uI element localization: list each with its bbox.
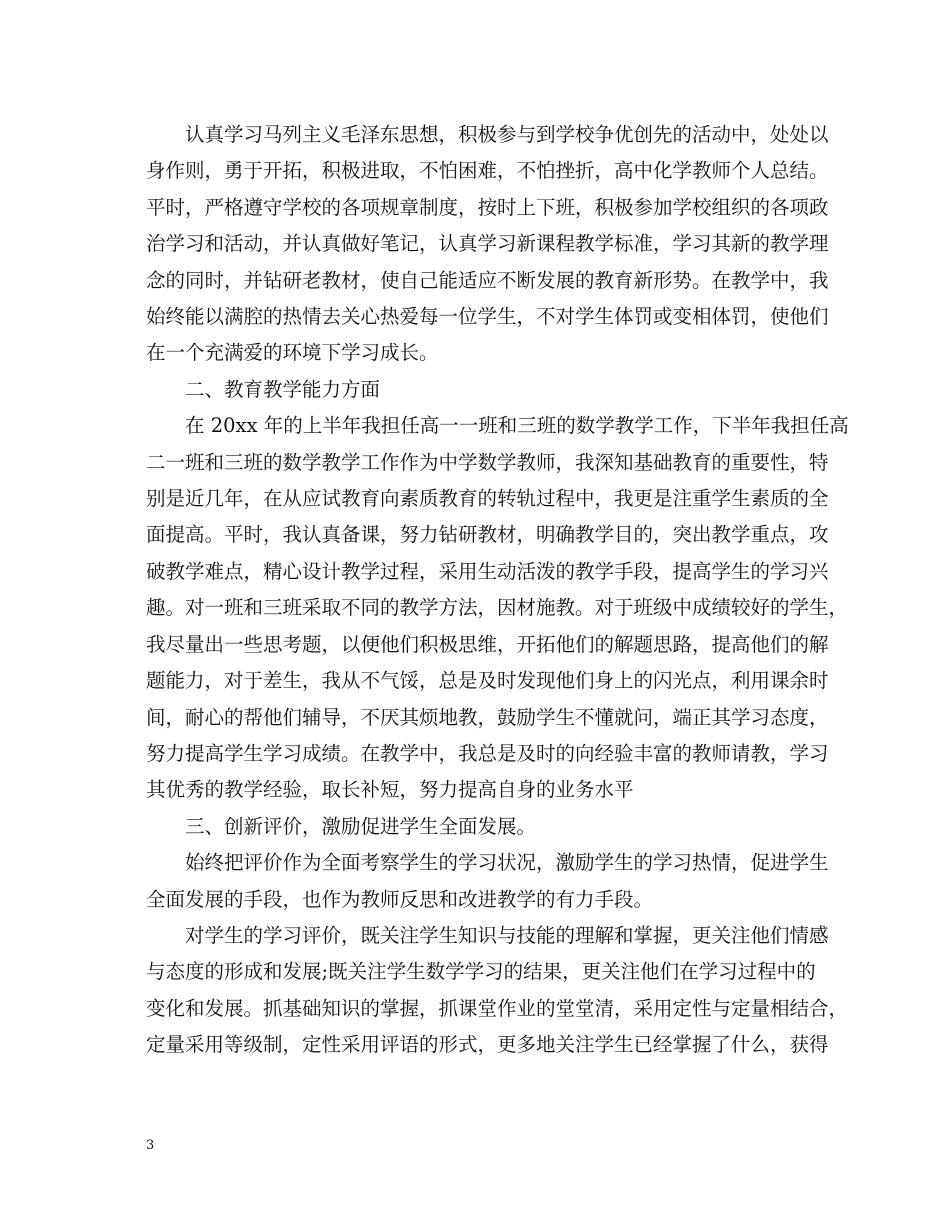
text-line: 间，耐心的帮他们辅导，不厌其烦地教，鼓励学生不懂就问，端正其学习态度， <box>146 705 829 729</box>
text-line: 趣。对一班和三班采取不同的教学方法，因材施教。对于班级中成绩较好的学生， <box>146 596 849 620</box>
text-line: 题能力，对于差生，我从不气馁，总是及时发现他们身上的闪光点，利用课余时 <box>146 669 829 693</box>
text-line: 定量采用等级制，定性采用评语的形式，更多地关注学生已经掌握了什么，获得 <box>146 1033 829 1057</box>
text-line: 对学生的学习评价，既关注学生知识与技能的理解和掌握，更关注他们情感 <box>185 923 829 947</box>
text-line: 平时，严格遵守学校的各项规章制度，按时上下班，积极参加学校组织的各项政 <box>146 195 829 219</box>
text-line: 破教学难点，精心设计教学过程，采用生动活泼的教学手段，提高学生的学习兴 <box>146 559 829 583</box>
text-line: 与态度的形成和发展;既关注学生数学学习的结果，更关注他们在学习过程中的 <box>146 960 816 984</box>
text-line: 三、创新评价，激励促进学生全面发展。 <box>185 814 537 838</box>
text-line: 念的同时，并钻研老教材，使自己能适应不断发展的教育新形势。在教学中，我 <box>146 268 829 292</box>
text-line: 其优秀的教学经验，取长补短，努力提高自身的业务水平 <box>146 778 634 802</box>
text-line: 努力提高学生学习成绩。在教学中，我总是及时的向经验丰富的教师请教，学习 <box>146 741 829 765</box>
document-body <box>146 117 849 1064</box>
text-line: 治学习和活动，并认真做好笔记，认真学习新课程教学标准，学习其新的教学理 <box>146 232 829 256</box>
page-number: 3 <box>146 1138 155 1153</box>
text-line: 二、教育教学能力方面 <box>185 377 381 401</box>
text-line: 变化和发展。抓基础知识的掌握，抓课堂作业的堂堂清，采用定性与定量相结合， <box>146 996 849 1020</box>
text-line: 始终把评价作为全面考察学生的学习状况，激励学生的学习热情，促进学生 <box>185 851 829 875</box>
text-line: 在一个充满爱的环境下学习成长。 <box>146 341 439 365</box>
text-line: 面提高。平时，我认真备课，努力钻研教材，明确教学目的，突出教学重点，攻 <box>146 523 829 547</box>
text-line: 全面发展的手段，也作为教师反思和改进教学的有力手段。 <box>146 887 654 911</box>
body-text <box>146 117 849 1064</box>
text-line: 别是近几年，在从应试教育向素质教育的转轨过程中，我更是注重学生素质的全 <box>146 487 829 511</box>
text-line: 身作则，勇于开拓，积极进取，不怕困难，不怕挫折，高中化学教师个人总结。 <box>146 159 829 183</box>
text-line: 始终能以满腔的热情去关心热爱每一位学生，不对学生体罚或变相体罚，使他们 <box>146 305 829 329</box>
text-line: 在 20xx 年的上半年我担任高一一班和三班的数学教学工作，下半年我担任高 <box>185 414 849 438</box>
text-line: 二一班和三班的数学教学工作作为中学数学教师，我深知基础教育的重要性，特 <box>146 450 829 474</box>
text-line: 我尽量出一些思考题，以便他们积极思维，开拓他们的解题思路，提高他们的解 <box>146 632 829 656</box>
text-line: 认真学习马列主义毛泽东思想，积极参与到学校争优创先的活动中，处处以 <box>185 123 829 146</box>
